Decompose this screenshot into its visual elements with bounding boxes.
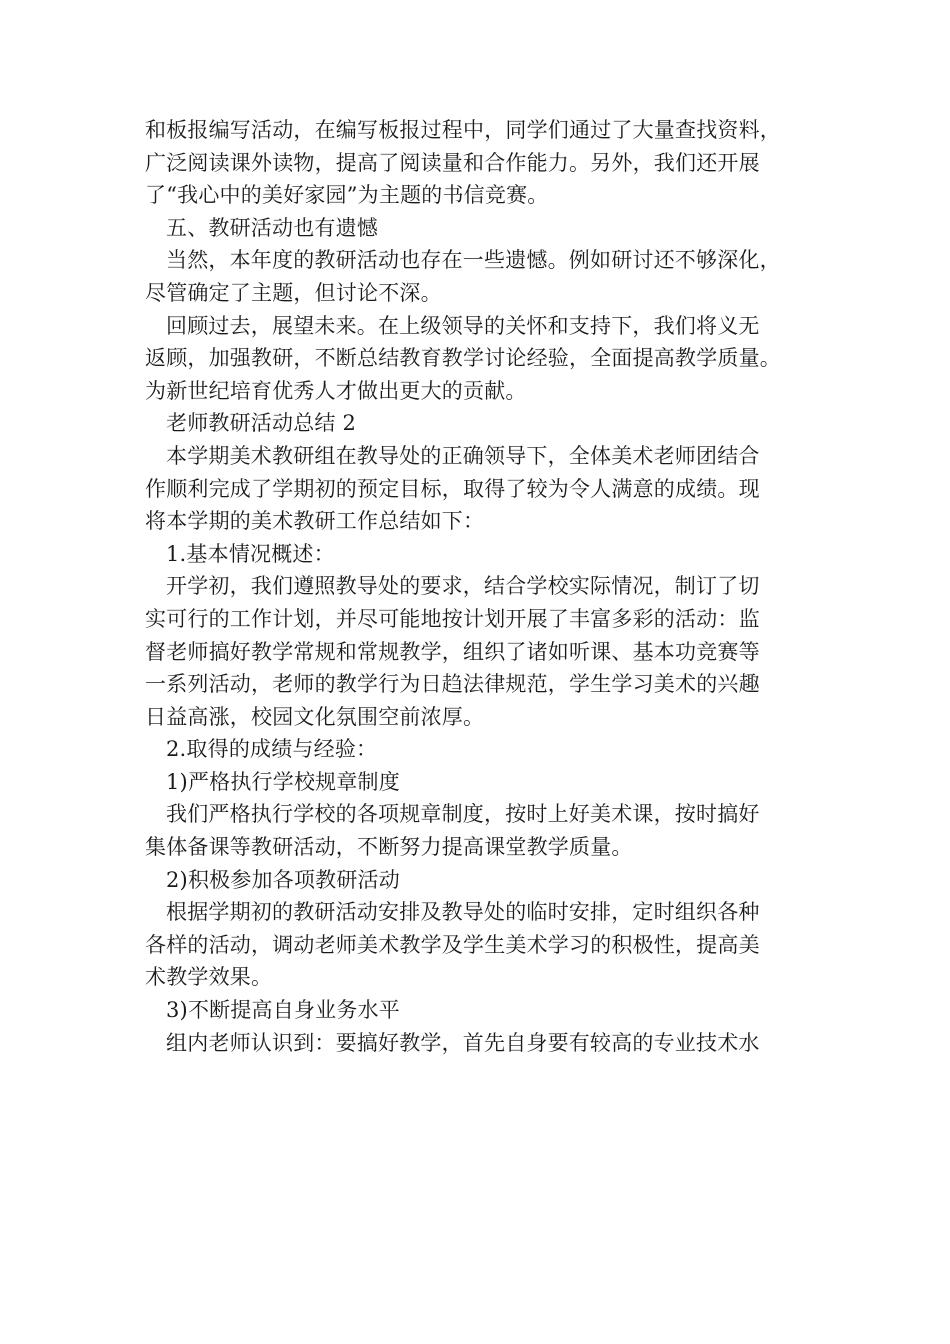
- text-line: 3)不断提高自身业务水平: [166, 998, 400, 1023]
- text-line: 组内老师认识到：要搞好教学，首先自身要有较高的专业技术水: [166, 1030, 760, 1055]
- paragraph: [145, 440, 820, 538]
- text-line: 回顾过去，展望未来。在上级领导的关怀和支持下，我们将义无: [166, 313, 760, 338]
- paragraph: [145, 310, 820, 408]
- text-line: 为新世纪培育优秀人才做出更大的贡献。: [145, 378, 527, 403]
- text-line: 将本学期的美术教研工作总结如下：: [145, 509, 485, 534]
- text-line: 1.基本情况概述：: [166, 541, 335, 566]
- subsection-heading: [145, 864, 820, 897]
- section-heading: [145, 538, 820, 571]
- text-line: 了“我心中的美好家园”为主题的书信竞赛。: [145, 183, 549, 208]
- text-line: 本学期美术教研组在教导处的正确领导下，全体美术老师团结合: [166, 443, 760, 468]
- paragraph: [145, 570, 820, 733]
- text-line: 我们严格执行学校的各项规章制度，按时上好美术课，按时搞好: [166, 802, 760, 827]
- paragraph: [145, 896, 820, 994]
- text-line: 各样的活动，调动老师美术教学及学生美术学习的积极性，提高美: [145, 932, 760, 957]
- text-line: 根据学期初的教研活动安排及教导处的临时安排，定时组织各种: [166, 900, 760, 925]
- text-line: 一系列活动，老师的教学行为日趋法律规范，学生学习美术的兴趣: [145, 672, 760, 697]
- paragraph: [145, 244, 820, 309]
- subsection-heading: [145, 994, 820, 1027]
- text-line: 2)积极参加各项教研活动: [166, 867, 400, 892]
- text-line: 日益高涨，校园文化氛围空前浓厚。: [145, 704, 485, 729]
- section-heading: [145, 733, 820, 766]
- text-line: 术教学效果。: [145, 965, 273, 990]
- document-page: [145, 114, 820, 1059]
- text-line: 尽管确定了主题，但讨论不深。: [145, 280, 442, 305]
- text-line: 五、教研活动也有遗憾: [166, 215, 378, 240]
- subsection-heading: [145, 766, 820, 799]
- text-line: 老师教研活动总结 2: [166, 411, 357, 436]
- text-line: 当然，本年度的教研活动也存在一些遗憾。例如研讨还不够深化，: [166, 248, 781, 273]
- section-heading: [145, 407, 820, 440]
- text-line: 作顺利完成了学期初的预定目标，取得了较为令人满意的成绩。现: [145, 476, 760, 501]
- paragraph: [145, 1027, 820, 1060]
- text-line: 返顾，加强教研，不断总结教育教学讨论经验，全面提高教学质量。: [145, 346, 781, 371]
- text-line: 集体备课等教研活动，不断努力提高课堂教学质量。: [145, 835, 633, 860]
- text-line: 广泛阅读课外读物，提高了阅读量和合作能力。另外，我们还开展: [145, 150, 760, 175]
- text-line: 和板报编写活动，在编写板报过程中，同学们通过了大量查找资料，: [145, 118, 781, 142]
- section-heading: [145, 212, 820, 245]
- text-line: 1)严格执行学校规章制度: [166, 769, 400, 794]
- text-line: 督老师搞好教学常规和常规教学，组织了诸如听课、基本功竞赛等: [145, 639, 760, 664]
- paragraph: [145, 798, 820, 863]
- text-line: 实可行的工作计划，并尽可能地按计划开展了丰富多彩的活动：监: [145, 606, 760, 631]
- text-line: 开学初，我们遵照教导处的要求，结合学校实际情况，制订了切: [166, 574, 760, 599]
- text-line: 2.取得的成绩与经验：: [166, 737, 378, 762]
- paragraph: [145, 114, 820, 212]
